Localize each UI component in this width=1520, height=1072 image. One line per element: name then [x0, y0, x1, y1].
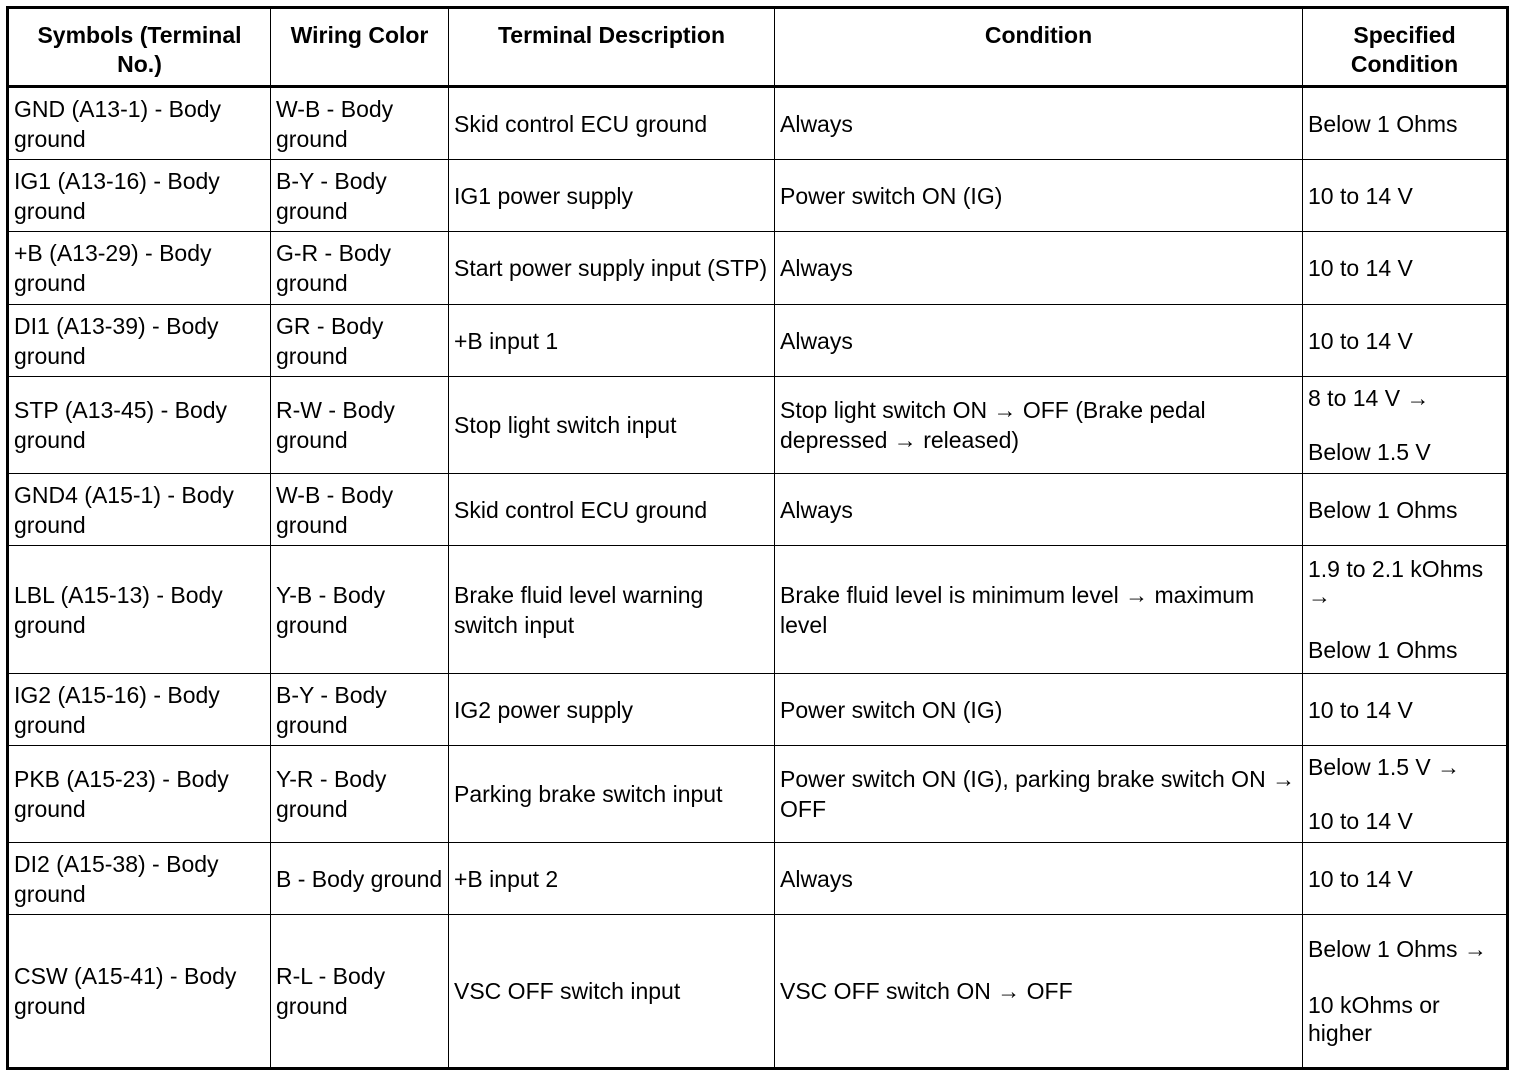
cell-condition: VSC OFF switch ON → OFF — [775, 915, 1303, 1069]
cell-description: VSC OFF switch input — [449, 915, 775, 1069]
cell-description: IG2 power supply — [449, 674, 775, 746]
cell-specified-condition: Below 1.5 V → 10 to 14 V — [1303, 746, 1508, 843]
cell-wiring-color: W-B - Body ground — [271, 474, 449, 546]
cell-specified-condition: 10 to 14 V — [1303, 232, 1508, 305]
header-specified-condition: Specified Condition — [1303, 8, 1508, 87]
cell-condition: Always — [775, 305, 1303, 377]
cell-wiring-color: B-Y - Body ground — [271, 160, 449, 232]
cell-specified-condition: 1.9 to 2.1 kOhms → Below 1 Ohms — [1303, 546, 1508, 674]
cell-symbol: IG2 (A15-16) - Body ground — [8, 674, 271, 746]
cell-description: Stop light switch input — [449, 377, 775, 474]
cell-description: Brake fluid level warning switch input — [449, 546, 775, 674]
cell-condition: Always — [775, 474, 1303, 546]
cell-wiring-color: Y-R - Body ground — [271, 746, 449, 843]
cell-wiring-color: Y-B - Body ground — [271, 546, 449, 674]
cell-description: +B input 1 — [449, 305, 775, 377]
table-row — [8, 305, 1508, 377]
cell-condition: Power switch ON (IG) — [775, 674, 1303, 746]
terminal-spec-table-wrap — [6, 6, 1509, 1070]
cell-specified-condition: 8 to 14 V → Below 1.5 V — [1303, 377, 1508, 474]
cell-symbol: CSW (A15-41) - Body ground — [8, 915, 271, 1069]
terminal-spec-table — [6, 6, 1509, 1070]
cell-wiring-color: G-R - Body ground — [271, 232, 449, 305]
cell-symbol: GND4 (A15-1) - Body ground — [8, 474, 271, 546]
cell-wiring-color: R-L - Body ground — [271, 915, 449, 1069]
header-wiring-color: Wiring Color — [271, 8, 449, 87]
cell-condition: Stop light switch ON → OFF (Brake pedal depressed → released) — [775, 377, 1303, 474]
header-terminal-description: Terminal Description — [449, 8, 775, 87]
cell-symbol: IG1 (A13-16) - Body ground — [8, 160, 271, 232]
cell-condition: Power switch ON (IG) — [775, 160, 1303, 232]
cell-specified-condition: 10 to 14 V — [1303, 160, 1508, 232]
table-row — [8, 474, 1508, 546]
table-row — [8, 843, 1508, 915]
table-row — [8, 546, 1508, 674]
table-row — [8, 674, 1508, 746]
cell-symbol: DI2 (A15-38) - Body ground — [8, 843, 271, 915]
cell-condition: Brake fluid level is minimum level → maximum level — [775, 546, 1303, 674]
table-row — [8, 746, 1508, 843]
cell-condition: Power switch ON (IG), parking brake switch ON → OFF — [775, 746, 1303, 843]
cell-specified-condition: Below 1 Ohms — [1303, 87, 1508, 160]
cell-description: IG1 power supply — [449, 160, 775, 232]
cell-wiring-color: W-B - Body ground — [271, 87, 449, 160]
cell-description: Start power supply input (STP) — [449, 232, 775, 305]
cell-specified-condition: 10 to 14 V — [1303, 674, 1508, 746]
cell-description: +B input 2 — [449, 843, 775, 915]
cell-condition: Always — [775, 843, 1303, 915]
cell-description: Skid control ECU ground — [449, 87, 775, 160]
cell-condition: Always — [775, 232, 1303, 305]
table-row — [8, 87, 1508, 160]
cell-wiring-color: B-Y - Body ground — [271, 674, 449, 746]
cell-symbol: STP (A13-45) - Body ground — [8, 377, 271, 474]
header-condition: Condition — [775, 8, 1303, 87]
cell-symbol: +B (A13-29) - Body ground — [8, 232, 271, 305]
cell-symbol: LBL (A15-13) - Body ground — [8, 546, 271, 674]
table-header-row — [8, 8, 1508, 87]
cell-symbol: GND (A13-1) - Body ground — [8, 87, 271, 160]
cell-symbol: PKB (A15-23) - Body ground — [8, 746, 271, 843]
cell-description: Skid control ECU ground — [449, 474, 775, 546]
table-row — [8, 160, 1508, 232]
cell-specified-condition: Below 1 Ohms — [1303, 474, 1508, 546]
cell-wiring-color: GR - Body ground — [271, 305, 449, 377]
table-row — [8, 377, 1508, 474]
cell-specified-condition: 10 to 14 V — [1303, 843, 1508, 915]
cell-symbol: DI1 (A13-39) - Body ground — [8, 305, 271, 377]
table-row — [8, 232, 1508, 305]
table-row — [8, 915, 1508, 1069]
cell-condition: Always — [775, 87, 1303, 160]
cell-specified-condition: 10 to 14 V — [1303, 305, 1508, 377]
cell-specified-condition: Below 1 Ohms → 10 kOhms or higher — [1303, 915, 1508, 1069]
cell-wiring-color: B - Body ground — [271, 843, 449, 915]
header-symbols: Symbols (Terminal No.) — [8, 8, 271, 87]
cell-description: Parking brake switch input — [449, 746, 775, 843]
cell-wiring-color: R-W - Body ground — [271, 377, 449, 474]
